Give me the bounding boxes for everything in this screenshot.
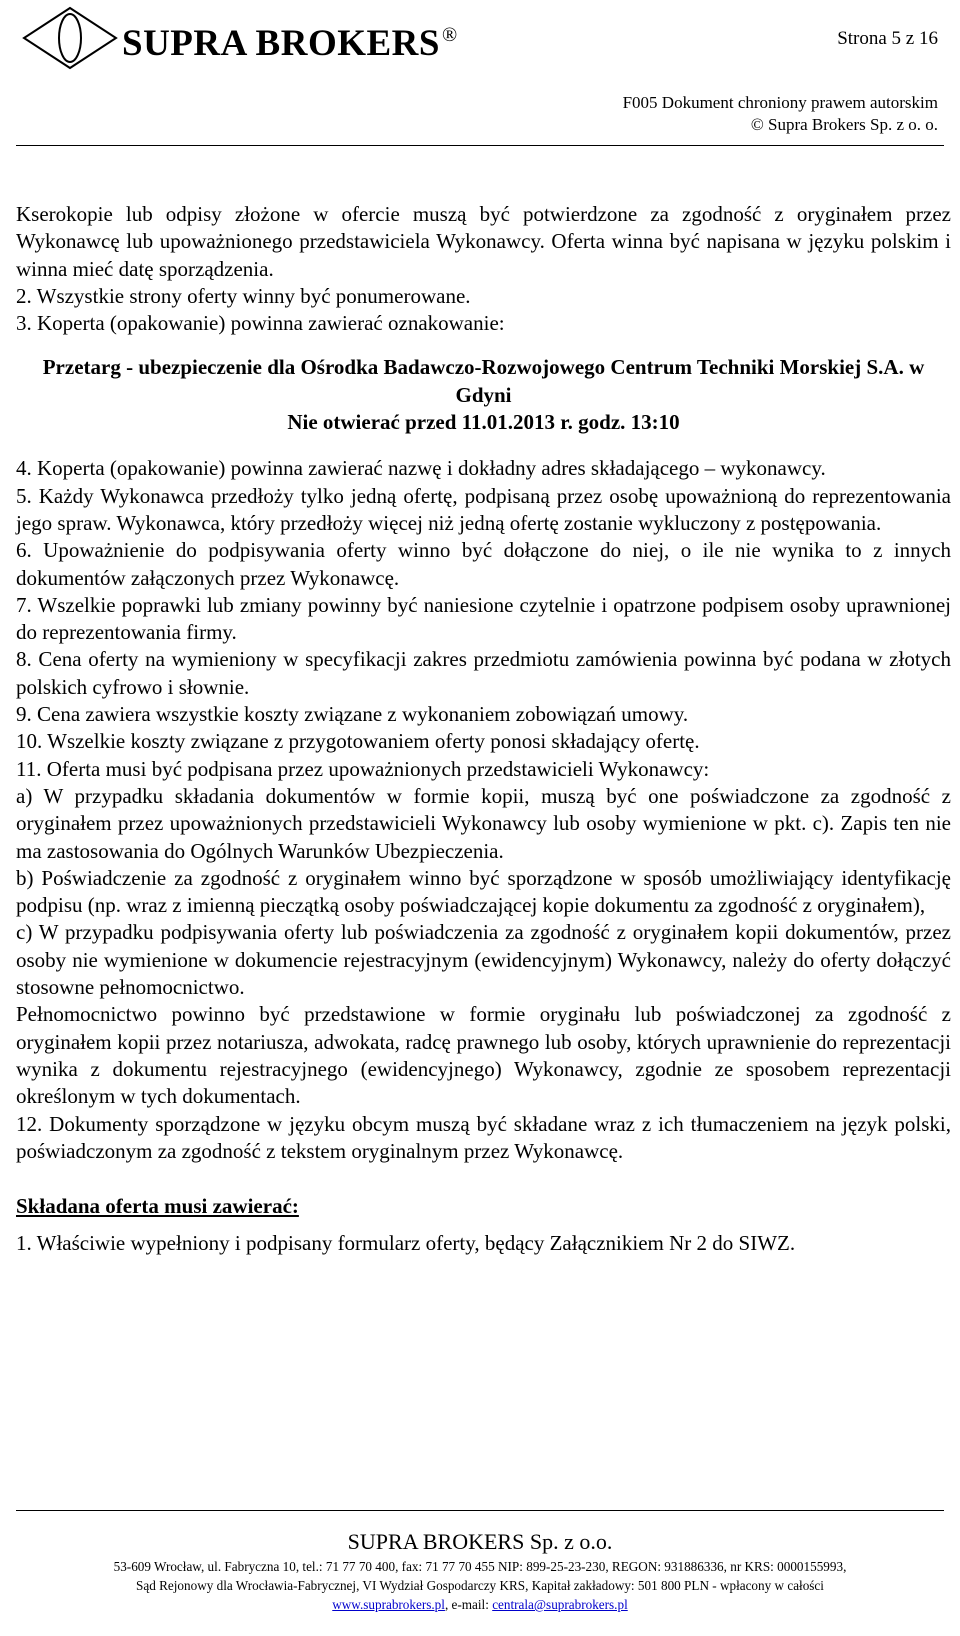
paragraph-power-of-attorney: Pełnomocnictwo powinno być przedstawione w formie oryginału lub poświadczonej za zgodność z oryginałem kopii przez notariusza, adwokata, radcę prawnego lub osoby, których uprawnienie do reprezentacji wynika z dokumentu rejestracyjnego (ewidencyjnego) Wykonawcy, zgodnie ze sposobem reprezentacji określonym w tych dokumentach. — [16, 1002, 951, 1109]
footer-divider — [16, 1510, 944, 1511]
registered-mark: ® — [441, 24, 458, 46]
section-title: Składana oferta musi zawierać: — [16, 1194, 299, 1219]
envelope-deadline: Nie otwierać przed 11.01.2013 r. godz. 13:10 — [287, 410, 680, 435]
paragraph-11b: b) Poświadczenie za zgodność z oryginałem winno być sporządzone w sposób umożliwiający identyfikację podpisu (np. wraz z imienną pieczątką osoby poświadczającej kopie dokumentu za zgodność z oryginałem), — [16, 865, 951, 918]
paragraph-copies: Kserokopie lub odpisy złożone w ofercie muszą być potwierdzone za zgodność z oryginałem przez Wykonawcę lub upoważnionego przedstawiciela Wykonawcy. Oferta winna być napisana w języku polskim i winna mieć datę sporządzenia. — [16, 202, 951, 281]
list-item: 1. Właściwie wypełniony i podpisany formularz oferty, będący Załącznikiem Nr 2 do SIWZ. — [16, 1231, 796, 1256]
page-header — [0, 0, 960, 134]
footer-contact — [0, 1595, 960, 1614]
paragraph-11a: a) W przypadku składania dokumentów w formie kopii, muszą być one poświadczone za zgodność z oryginałem przez upoważnionych przedstawicieli Wykonawcy lub osoby wymienione w pkt. c). Zapis ten nie ma zastosowania do Ogólnych Warunków Ubezpieczenia. — [16, 783, 951, 863]
paragraph-11c: c) W przypadku podpisywania oferty lub poświadczenia za zgodność z oryginałem kopii dokumentów, przez osoby nie wymienione w dokumencie rejestracyjnym (ewidencyjnym) Wykonawcy, należy do oferty dołączyć stosowne pełnomocnictwo. — [16, 920, 951, 1000]
header-divider — [16, 145, 944, 146]
footer-registry: Sąd Rejonowy dla Wrocławia-Fabrycznej, VI Wydział Gospodarczy KRS, Kapitał zakładowy: 501 800 PLN - wpłacony w całości — [136, 1578, 824, 1593]
paragraph-8: 8. Cena oferty na wymieniony w specyfikacji zakres przedmiotu zamówienia powinna być podana w złotych polskich cyfrowo i słownie. — [16, 647, 951, 699]
paragraph-5: 5. Każdy Wykonawca przedłoży tylko jedną ofertę, podpisaną przez osobę upoważnioną do reprezentowania jego spraw. Wykonawca, który przedłoży więcej niż jedną ofertę zostanie wykluczony z postępowania. — [16, 483, 951, 535]
document-body — [16, 201, 951, 1258]
supra-brokers-logo-icon — [22, 6, 118, 70]
paragraph-12: 12. Dokumenty sporządzone w języku obcym muszą być składane wraz z ich tłumaczeniem na język polski, poświadczonym za zgodność z tekstem oryginalnym przez Wykonawcę. — [16, 1111, 951, 1163]
footer-address: 53-609 Wrocław, ul. Fabryczna 10, tel.: 71 77 70 400, fax: 71 77 70 455 NIP: 899-25-23-230, REGON: 931886336, nr KRS: 0000155993, — [113, 1559, 847, 1574]
footer-company: SUPRA BROKERS Sp. z o.o. — [347, 1529, 613, 1554]
envelope-marking — [16, 354, 951, 436]
paragraph-6: 6. Upoważnienie do podpisywania oferty winno być dołączone do niej, o ile nie wynika to z innych dokumentów załączonych przez Wykonawcę. — [16, 538, 951, 590]
document-info — [623, 92, 938, 136]
paragraph-4: 4. Koperta (opakowanie) powinna zawierać nazwę i dokładny adres składającego – wykonawcy. — [16, 456, 826, 481]
paragraph-7: 7. Wszelkie poprawki lub zmiany powinny być naniesione czytelnie i opatrzone podpisem osoby uprawnionej do reprezentowania firmy. — [16, 592, 951, 645]
paragraph-11: 11. Oferta musi być podpisana przez upoważnionych przedstawicieli Wykonawcy: — [16, 756, 710, 781]
paragraph-10: 10. Wszelkie koszty związane z przygotowaniem oferty ponosi składający ofertę. — [16, 729, 700, 754]
email-label: , e-mail: — [444, 1597, 493, 1612]
doc-copyright-owner: © Supra Brokers Sp. z o. o. — [750, 115, 938, 134]
paragraph-9: 9. Cena zawiera wszystkie koszty związane z wykonaniem zobowiązań umowy. — [16, 702, 689, 727]
paragraph-2: 2. Wszystkie strony oferty winny być ponumerowane. — [16, 283, 471, 308]
paragraph-3: 3. Koperta (opakowanie) powinna zawierać oznakowanie: — [16, 311, 505, 336]
brand-name: SUPRA BROKERS ® — [122, 23, 458, 64]
doc-copyright-notice: F005 Dokument chroniony prawem autorskim — [622, 93, 938, 112]
page-footer — [0, 1527, 960, 1614]
website-link[interactable]: www.suprabrokers.pl — [332, 1597, 445, 1612]
page-number: Strona 5 z 16 — [837, 28, 938, 49]
email-link[interactable]: centrala@suprabrokers.pl — [492, 1597, 628, 1612]
envelope-title: Przetarg - ubezpieczenie dla Ośrodka Badawczo-Rozwojowego Centrum Techniki Morskiej S.A. w Gdyni — [42, 355, 925, 407]
